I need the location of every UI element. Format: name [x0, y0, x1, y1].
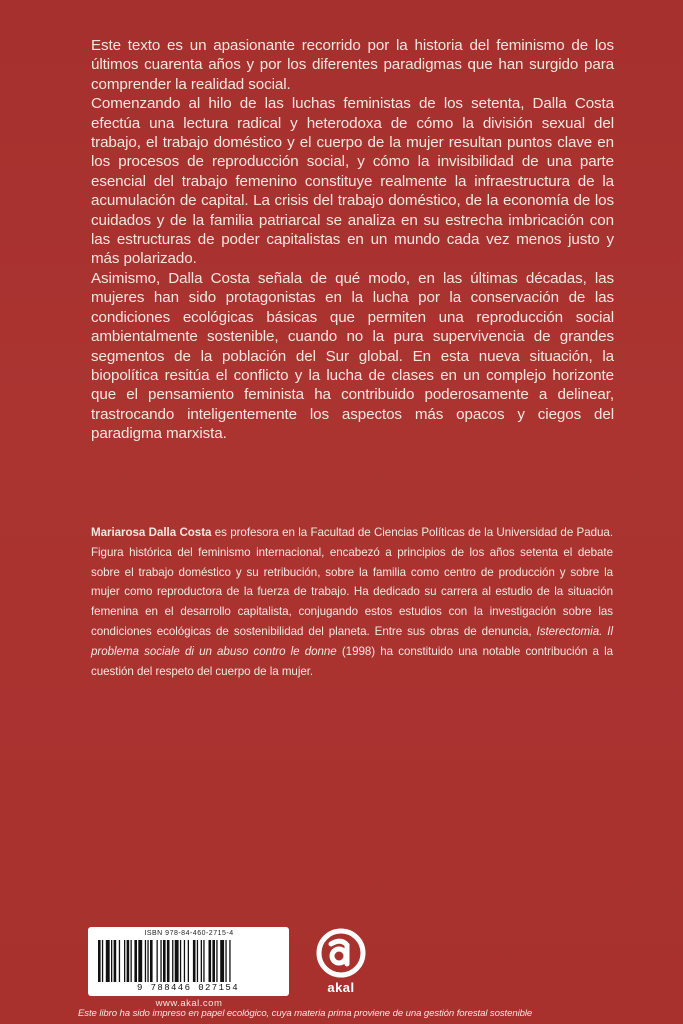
publisher-logo-word: akal [327, 980, 355, 995]
bio-work-title: Isterectomia. Il problema sociale di un abuso contro le donne [91, 624, 613, 658]
author-name: Mariarosa Dalla Costa [91, 526, 212, 539]
eco-paper-note: Este libro ha sido impreso en papel ecológico, cuya materia prima proviene de una gestión forestal sostenible [78, 1008, 533, 1019]
blurb-paragraph: Este texto es un apasionante recorrido por la historia del feminismo de los últimos cuarenta años y por los diferentes paradigmas que han surgido para comprender la realidad social. [91, 37, 614, 93]
barcode [88, 927, 289, 996]
isbn-label: ISBN 978-84-460-2715-4 [144, 930, 234, 937]
bio-text-1: es profesora en la Facultad de Ciencias Políticas de la Universidad de Padua. Figura histórica del feminismo internacional, encabezó a principios de los años setenta el debate sobre el trabajo doméstico y su retribución, sobre la familia como centro de producción y sobre la mujer como reproductora de la fuerza de trabajo. Ha dedicado su carrera al estudio de la situación femenina en el desarrollo capitalista, conjugando estos estudios con la investigación sobre las condiciones ecológicas de sostenibilidad del planeta. Entre sus obras de denuncia, [91, 526, 613, 638]
barcode-bars [96, 940, 282, 982]
publisher-url: www.akal.com [155, 998, 223, 1009]
akal-logo-icon [313, 928, 369, 980]
barcode-digits: 9 788446 027154 [136, 983, 239, 993]
blurb-paragraph: Comenzando al hilo de las luchas feministas de los setenta, Dalla Costa efectúa una lectura radical y heterodoxa de cómo la división sexual del trabajo, el trabajo doméstico y el cuerpo de la mujer resultan puntos clave en los procesos de reproducción social, y cómo la invisibilidad de una parte esencial del trabajo femenino constituye realmente la infraestructura de la acumulación de capital. La crisis del trabajo doméstico, de la economía de los cuidados y de la familia patriarcal se analiza en su estrecha imbricación con las estructuras de poder capitalistas en un mundo cada vez menos justo y más polarizado. [91, 95, 614, 268]
bio-paragraph [91, 523, 613, 681]
bio-text-2: (1998) ha constituido una notable contribución a la cuestión del respeto del cuerpo de la mujer. [91, 644, 613, 678]
publisher-logo [313, 928, 369, 998]
blurb-paragraph: Asimismo, Dalla Costa señala de qué modo, en las últimas décadas, las mujeres han sido protagonistas en la lucha por la conservación de las condiciones ecológicas básicas que permiten una reproducción social ambientalmente sostenible, cuando no la pura supervivencia de grandes segmentos de la población del Sur global. En esta nueva situación, la biopolítica resitúa el conflicto y la lucha de clases en un complejo horizonte que el pensamiento feminista ha contribuido poderosamente a delinear, trastrocando inteligentemente los aspectos más opacos y ciegos del paradigma marxista. [91, 269, 614, 443]
author-bio [91, 523, 613, 681]
blurb-text [91, 36, 614, 444]
